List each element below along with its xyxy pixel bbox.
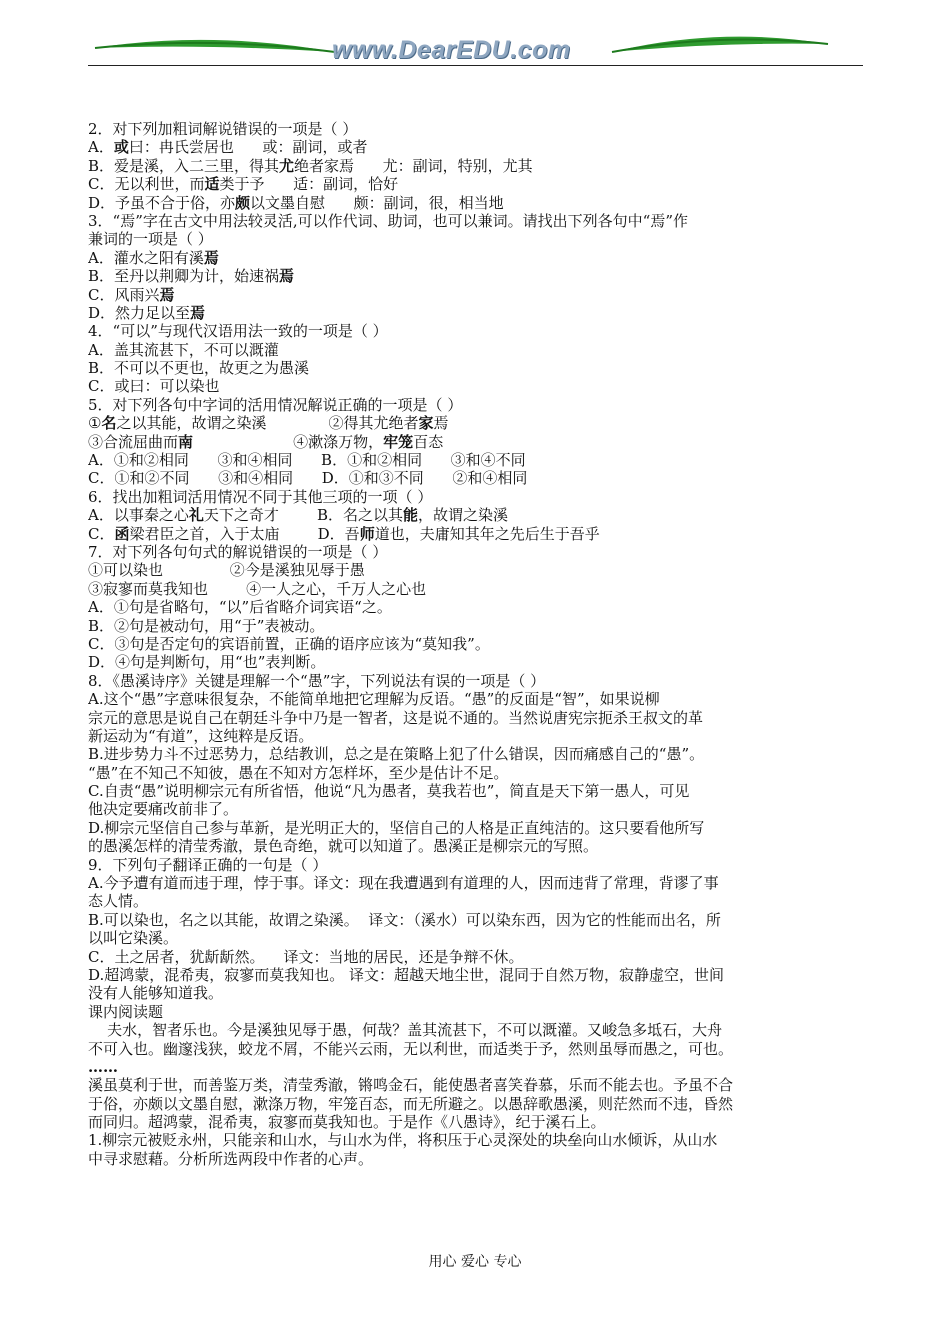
- text-line: [88, 359, 864, 377]
- text-segment: 溪虽莫利于世，而善鉴万类，清莹秀澈，锵鸣金石，能使愚者喜笑眷慕，乐而不能去也。予虽不合: [88, 1076, 734, 1095]
- text-segment: 以文墨自慰 颇：副词，很，相当地: [250, 193, 504, 212]
- bold-segment: 适: [204, 175, 220, 194]
- text-line: [88, 322, 864, 340]
- text-segment: 3．“焉”字在古文中用法较灵活,可以作代词、助词，也可以兼词。请找出下列各句中“焉”作: [88, 211, 688, 230]
- text-line: [88, 782, 864, 800]
- text-segment: A．以事秦之心: [88, 506, 189, 525]
- text-line: [88, 120, 864, 138]
- text-line: [88, 194, 864, 212]
- text-line: [88, 1113, 864, 1131]
- bold-segment: 焉: [190, 303, 206, 322]
- text-segment: C．无以利世，而: [88, 175, 205, 194]
- text-line: [88, 1003, 864, 1021]
- text-segment: D.柳宗元坚信自己参与革新，是光明正大的，坚信自己的人格是正直纯洁的。这只要看他所写: [88, 818, 705, 837]
- text-line: [88, 157, 864, 175]
- bold-segment: 牢笼: [383, 432, 414, 451]
- text-line: [88, 856, 864, 874]
- text-segment: 2．对下列加粗词解说错误的一项是（ ）: [88, 120, 358, 138]
- page-header: [0, 0, 950, 72]
- text-segment: 道也，夫庸知其年之先后生于吾乎: [374, 524, 600, 543]
- text-segment: 曰：冉氏尝居也 或：副词，或者: [128, 138, 368, 157]
- text-line: [88, 469, 864, 487]
- text-segment: B．不可以不更也，故更之为愚溪: [88, 359, 310, 378]
- bold-segment: 礼: [188, 506, 204, 525]
- text-segment: D.超鸿蒙，混希夷，寂寥而莫我知也。 译文：超越天地尘世，混同于自然万物，寂静虚空，世间: [88, 965, 725, 984]
- text-segment: B.可以染也，名之以其能，故谓之染溪。 译文：（溪水）可以染东西，因为它的性能而出名，所: [88, 910, 721, 929]
- text-segment: 的愚溪怎样的清莹秀澈，景色奇绝，就可以知道了。愚溪正是柳宗元的写照。: [88, 837, 599, 856]
- text-line: [88, 267, 864, 285]
- text-segment: D．④句是判断句，用“也”表判断。: [88, 653, 326, 672]
- text-segment: B．至丹以荆卿为计，始速祸: [88, 267, 280, 286]
- text-line: [88, 598, 864, 616]
- text-segment: D．然力足以至: [88, 303, 191, 322]
- text-line: [88, 561, 864, 579]
- text-segment: 于俗，亦颇以文墨自慰，漱涤万物，牢笼百态，而无所避之。以愚辞歌愚溪，则茫然而不违，昏然: [88, 1094, 734, 1113]
- text-segment: 7．对下列各句句式的解说错误的一项是（ ）: [88, 542, 388, 561]
- text-segment: 兼词的一项是（ ）: [88, 230, 213, 249]
- text-line: [88, 414, 864, 432]
- text-line: [88, 304, 864, 322]
- right-leaf-icon: [612, 37, 828, 52]
- text-line: [88, 837, 864, 855]
- text-line: [88, 506, 864, 524]
- text-segment: B.进步势力斗不过恶势力，总结教训，总之是在策略上犯了什么错误，因而痛感自己的“愚”。: [88, 745, 705, 764]
- text-segment: A.这个“愚”字意味很复杂，不能简单地把它理解为反语。“愚”的反面是“智”，如果说柳: [88, 690, 660, 709]
- bold-segment: 焉: [159, 285, 175, 304]
- text-line: [88, 451, 864, 469]
- text-line: [88, 1021, 864, 1039]
- text-line: [88, 249, 864, 267]
- text-line: [88, 874, 864, 892]
- text-segment: 百态: [413, 432, 444, 451]
- text-line: [88, 433, 864, 451]
- text-segment: ③寂寥而莫我知也 ④一人之心，千万人之心也: [88, 579, 427, 598]
- text-segment: 他决定要痛改前非了。: [88, 800, 239, 819]
- text-line: [88, 341, 864, 359]
- text-line: [88, 1150, 864, 1168]
- text-line: [88, 617, 864, 635]
- text-segment: A．灌水之阳有溪: [88, 248, 204, 267]
- text-segment: B．爱是溪，入二三里，得其: [88, 156, 280, 175]
- text-line: [88, 892, 864, 910]
- text-line: [88, 635, 864, 653]
- text-segment: 课内阅读题: [88, 1002, 164, 1021]
- text-line: [88, 709, 864, 727]
- text-segment: 不可入也。幽邃浅狭，蛟龙不屑，不能兴云雨，无以利世，而适类于予，然则虽辱而愚之，可也。: [88, 1039, 734, 1058]
- text-segment: 4．“可以”与现代汉语用法一致的一项是（ ）: [88, 322, 388, 341]
- text-segment: “愚”在不知己不知彼，愚在不知对方怎样坏，至少是估计不足。: [88, 763, 509, 782]
- text-segment: D．予虽不合于俗，亦: [88, 193, 236, 212]
- text-segment: 梁君臣之首，入于太庙 D．吾: [129, 524, 360, 543]
- text-line: [88, 138, 864, 156]
- text-segment: C．风雨兴: [88, 285, 160, 304]
- text-segment: 5．对下列各句中字词的活用情况解说正确的一项是（ ）: [88, 395, 463, 414]
- text-segment: C．或曰：可以染也: [88, 377, 220, 396]
- text-segment: ①: [88, 414, 102, 433]
- text-line: [88, 1076, 864, 1094]
- text-segment: 类于予 适：副词，恰好: [219, 175, 399, 194]
- text-segment: 9．下列句子翻译正确的一句是（ ）: [88, 855, 328, 874]
- text-segment: 新运动为“有道”，这纯粹是反语。: [88, 726, 314, 745]
- text-segment: 而同归。超鸿蒙，混希夷，寂寥而莫我知也。于是作《八愚诗》，纪于溪石上。: [88, 1113, 606, 1132]
- page-footer: 用心 爱心 专心: [428, 1254, 522, 1270]
- bold-segment: 名: [101, 414, 117, 433]
- text-line: [88, 377, 864, 395]
- text-segment: A.今予遭有道而违于理，悖于事。译文：现在我遭遇到有道理的人，因而违背了常理，背谬了事: [88, 874, 719, 893]
- text-segment: C．土之居者，犹龂龂然。 译文：当地的居民，还是争辩不休。: [88, 947, 524, 966]
- text-segment: 没有人能够知道我。: [88, 984, 224, 1003]
- bold-segment: 颇: [235, 193, 251, 212]
- text-segment: ③合流屈曲而: [88, 432, 179, 451]
- site-logo: www.DearEDU.com: [332, 36, 571, 64]
- text-segment: 中寻求慰藉。分析所选两段中作者的心声。: [88, 1149, 374, 1168]
- bold-segment: 或: [113, 138, 129, 157]
- text-line: [88, 727, 864, 745]
- header-rule: [88, 65, 863, 66]
- text-segment: 夫水，智者乐也。今是溪独见辱于愚，何哉？盖其流甚下，不可以溉灌。又峻急多坻石，大舟: [88, 1021, 723, 1040]
- bold-segment: 尤: [279, 156, 295, 175]
- text-segment: 8．《愚溪诗序》关键是理解一个“愚”字，下列说法有误的一项是（ ）: [88, 671, 546, 690]
- text-line: [88, 1058, 864, 1076]
- text-line: [88, 948, 864, 966]
- text-segment: C.自责“愚”说明柳宗元有所省悟，他说“凡为愚者，莫我若也”，简直是天下第一愚人，可见: [88, 782, 690, 801]
- text-line: [88, 1131, 864, 1149]
- text-line: [88, 745, 864, 763]
- text-line: [88, 800, 864, 818]
- text-segment: B．②句是被动句，用“于”表被动。: [88, 616, 325, 635]
- text-line: [88, 230, 864, 248]
- text-line: [88, 488, 864, 506]
- text-line: [88, 966, 864, 984]
- text-line: [88, 911, 864, 929]
- text-segment: A．盖其流甚下，不可以溉灌: [88, 340, 279, 359]
- text-line: [88, 525, 864, 543]
- bold-segment: 函: [114, 524, 130, 543]
- text-line: [88, 212, 864, 230]
- text-segment: C．③句是否定句的宾语前置，正确的语序应该为“莫知我”。: [88, 634, 490, 653]
- text-line: [88, 543, 864, 561]
- text-line: [88, 672, 864, 690]
- text-segment: A．①和②相同 ③和④相同 B．①和②相同 ③和④不同: [88, 451, 526, 470]
- bold-segment: 焉: [279, 267, 295, 286]
- text-segment: 态人情。: [88, 892, 149, 911]
- text-segment: 1.柳宗元被贬永州，只能亲和山水，与山水为伴，将积压于心灵深处的块垒向山水倾诉，从山水: [88, 1131, 718, 1150]
- bold-segment: 师: [359, 524, 375, 543]
- text-line: [88, 396, 864, 414]
- bold-segment: 能: [403, 506, 419, 525]
- text-line: [88, 653, 864, 671]
- text-line: [88, 690, 864, 708]
- bold-segment: 南: [178, 432, 194, 451]
- text-segment: ①可以染也 ②今是溪独见辱于愚: [88, 561, 365, 580]
- text-line: [88, 1095, 864, 1113]
- bold-segment: ……: [88, 1057, 118, 1076]
- bold-segment: 焉: [203, 248, 219, 267]
- text-segment: 焉: [433, 414, 449, 433]
- text-segment: 天下之奇才 B．名之以其: [203, 506, 404, 525]
- text-line: [88, 175, 864, 193]
- text-line: [88, 764, 864, 782]
- bold-segment: 家: [418, 414, 434, 433]
- text-line: [88, 286, 864, 304]
- text-segment: C．: [88, 524, 115, 543]
- text-segment: A．①句是省略句，“以”后省略介词宾语“之。: [88, 598, 392, 617]
- text-segment: ，故谓之染溪: [418, 506, 509, 525]
- text-segment: 宗元的意思是说自己在朝廷斗争中乃是一智者，这是说不通的。当然说唐宪宗扼杀王叔文的革: [88, 708, 704, 727]
- text-segment: A．: [88, 138, 114, 157]
- document-body: [88, 120, 864, 1168]
- text-segment: 以叫它染溪。: [88, 929, 179, 948]
- text-segment: 6．找出加粗词活用情况不同于其他三项的一项（ ）: [88, 487, 433, 506]
- text-segment: C．①和②不同 ③和④相同 D．①和③不同 ②和④相同: [88, 469, 528, 488]
- text-line: [88, 984, 864, 1002]
- text-line: [88, 929, 864, 947]
- text-line: [88, 1040, 864, 1058]
- text-segment: 绝者家焉 尤：副词，特别，尤其: [294, 156, 533, 175]
- text-segment: ④漱涤万物，: [193, 432, 384, 451]
- text-line: [88, 819, 864, 837]
- text-segment: 之以其能，故谓之染溪 ②得其尤绝者: [116, 414, 419, 433]
- left-leaf-icon: [95, 40, 335, 52]
- text-line: [88, 580, 864, 598]
